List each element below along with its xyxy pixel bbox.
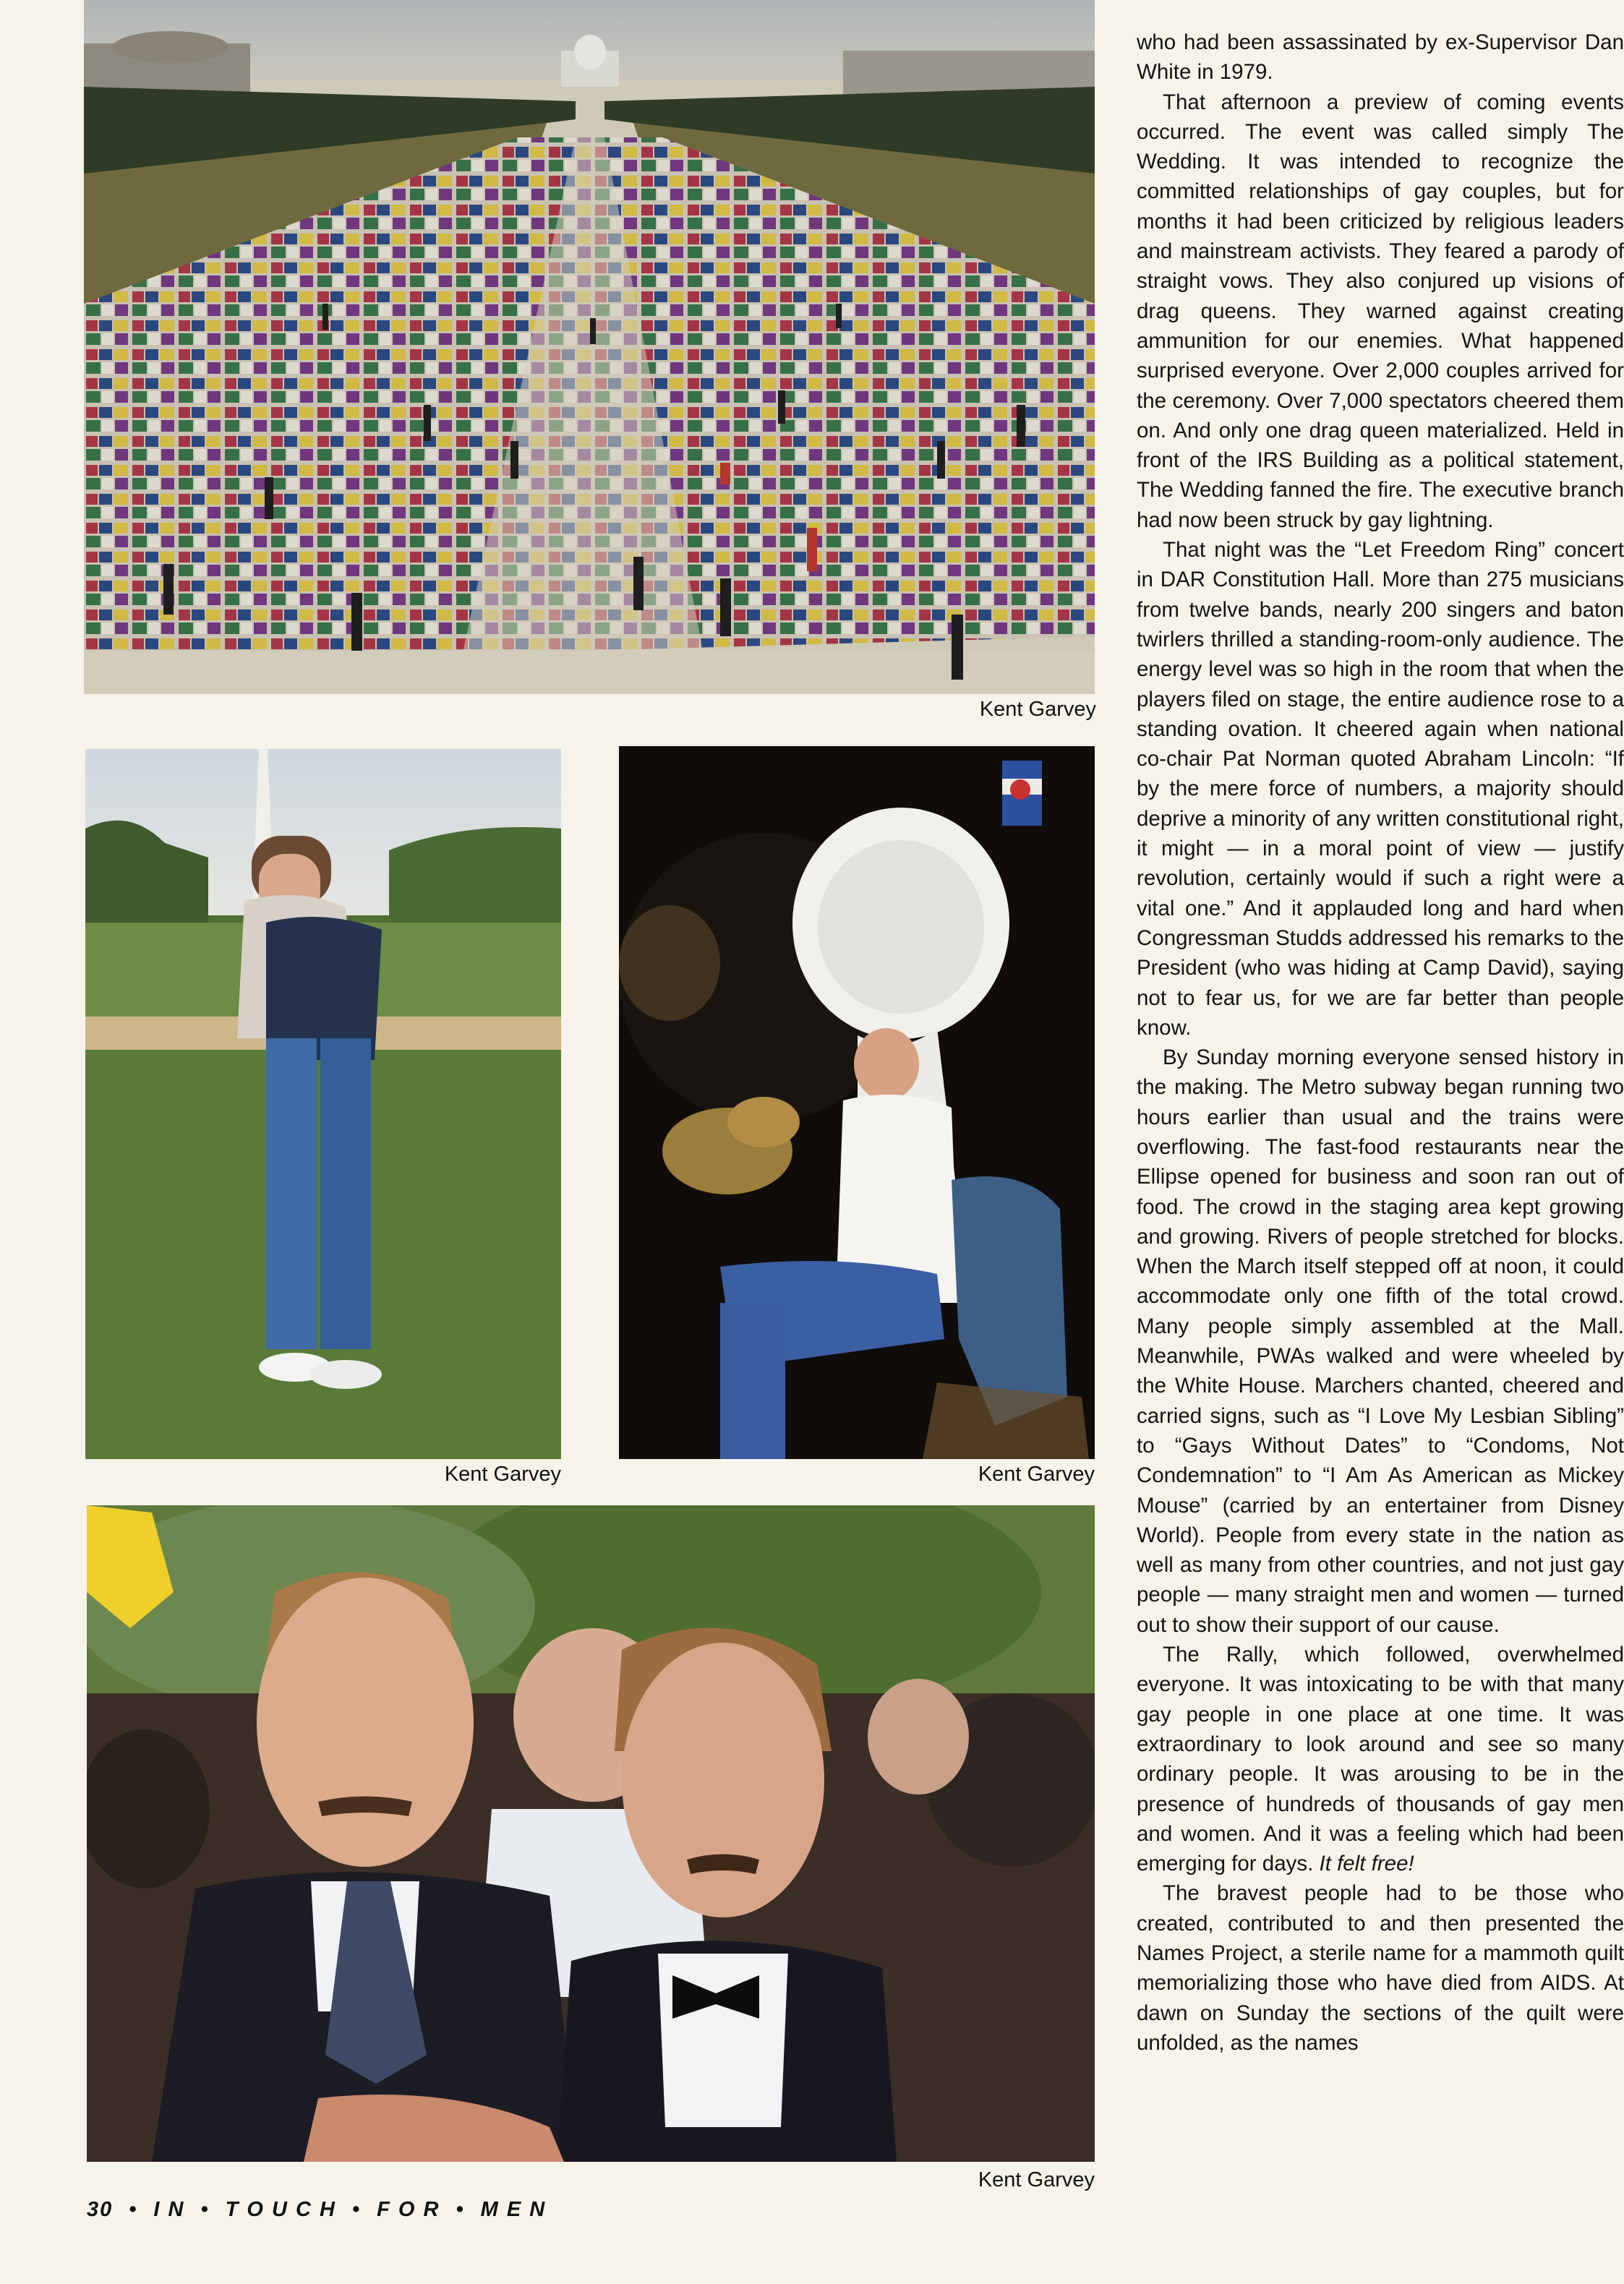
sousaphone-player-photo (619, 746, 1095, 1459)
page-number: 30 (87, 2198, 114, 2221)
photo-credit: Kent Garvey (979, 698, 1096, 721)
article-paragraph: who had been assassinated by ex-Supervisor Dan White in 1979. (1137, 30, 1624, 85)
emphasis-text: It felt free! (1319, 1852, 1414, 1876)
magazine-title-part: T O U C H (225, 2198, 336, 2221)
article-paragraph: By Sunday morning everyone sensed history in the making. The Metro subway began running two hours earlier than usual and the trains were overflowing. The fast-food restaurants near the Ellipse opened for business and soon ran out of food. The crowd in the staging area kept growing and growing. Rivers of people stretched for blocks. When the March itself stepped off at noon, it could accommodate only one fifth of the total crowd. Many people simply assembled at the Mall. Meanwhile, PWAs walked and were wheeled by the White House. Marchers chanted, cheered and carried signs, such as “I Love My Lesbian Sibling” to “Gays Without Dates” to “Condoms, Not Condemnation” to “I Am As American as Mickey Mouse” (carried by an entertainer from Disney World). People from every state in the nation as well as many from other countries, and not just gay people — many straight men and women — turned out to show their support of our cause. (1137, 1045, 1624, 1637)
article-paragraph: The bravest people had to be those who created, contributed to and then presented the Names Project, a sterile name for a mammoth quilt memorializing those who have died from AIDS. At dawn on Sunday the sections of the quilt were unfolded, as the names (1137, 1881, 1624, 2055)
article-text-column (1137, 27, 1624, 2197)
article-paragraph-text: The Rally, which followed, overwhelmed everyone. It was intoxicating to be with that many gay people in one place at one time. It was extraordinary to look around and see so many ordinary people. It was arousing to be in the presence of hundreds of thousands of gay men and women. And it was a feeling which had been emerging for days. (1137, 1643, 1624, 1876)
article-paragraph (1137, 1640, 1624, 1878)
photo-credit: Kent Garvey (444, 1463, 561, 1486)
photo-credit: Kent Garvey (978, 2168, 1095, 2191)
page-folio: 30 • I N • T O U C H • F O R • M E N (87, 2198, 547, 2221)
magazine-title-part: F O R (377, 2198, 440, 2221)
embracing-couple-photo (85, 749, 561, 1459)
crowd-formalwear-photo (87, 1505, 1095, 2162)
article-paragraph: That afternoon a preview of coming events occurred. The event was called simply The Wedding. It was intended to recognize the committed relationships of gay couples, but for months it had been criticized by religious leaders and mainstream activists. They feared a parody of straight vows. They also conjured up visions of drag queens. They warned against creating ammunition for our enemies. What happened surprised everyone. Over 2,000 couples arrived for the ceremony. Over 7,000 spectators cheered them on. And only one drag queen materialized. Held in front of the IRS Building as a political statement, The Wedding fanned the fire. The executive branch had now been struck by gay lightning. (1137, 90, 1624, 532)
magazine-title-part: I N (153, 2198, 185, 2221)
magazine-title-part: M E N (480, 2198, 547, 2221)
article-paragraph: That night was the “Let Freedom Ring” concert in DAR Constitution Hall. More than 275 musicians from twelve bands, nearly 200 singers and baton twirlers thrilled a standing-room-only audience. The energy level was so high in the room that when the players filed on stage, the entire audience rose to a standing ovation. It cheered again when national co-chair Pat Norman quoted Abraham Lincoln: “If by the mere force of numbers, a majority should deprive a minority of any written constitutional right, it might — in a moral point of view — justify revolution, certainly would if such a right were a vital one.” And it applauded long and hard when Congressman Studds addressed his remarks to the President (who was hiding at Camp David), saying not to fear us, for we are far better than people know. (1137, 538, 1624, 1040)
photo-credit: Kent Garvey (978, 1463, 1095, 1486)
quilt-on-mall-photo (84, 0, 1095, 694)
